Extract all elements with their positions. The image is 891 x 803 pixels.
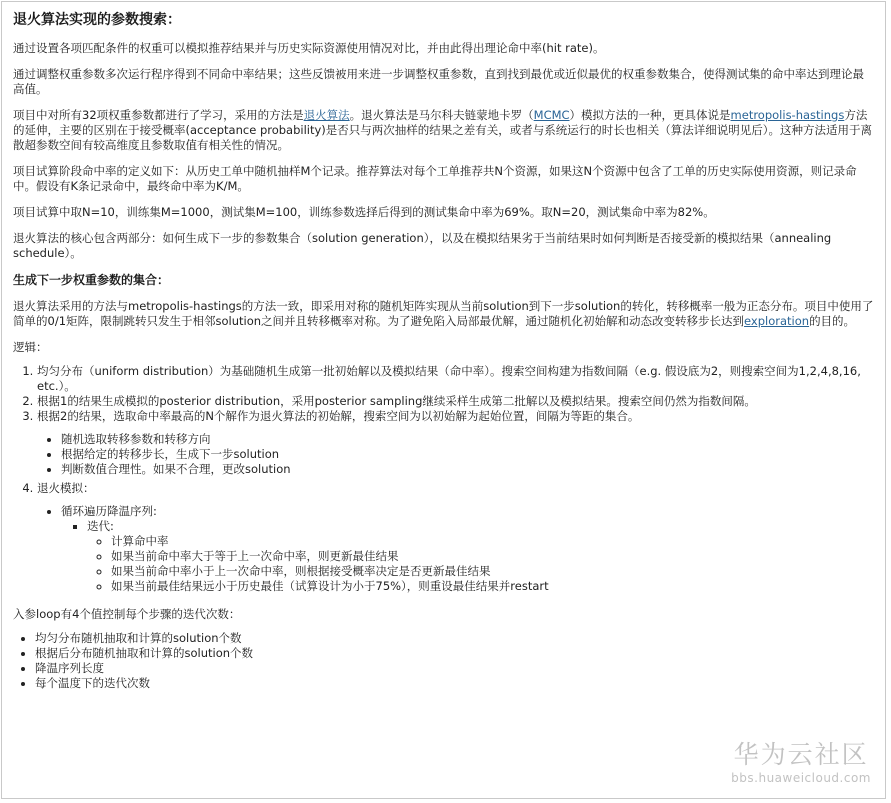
watermark-title: 华为云社区 [733, 740, 869, 769]
list-item: • 随机选取转移参数和转移方向 [61, 432, 875, 447]
method-text-4: 方法的延伸，主要的区别在于接受概率(acceptance probability)是否只与两次抽样的结果之差有关，或者与系统运行的时长也相关（算法详细说明见后）。这种方法适用于离散超参数空间有较高维度且参数取值有相关性的情况。 [13, 108, 873, 152]
params-intro: 入参loop有4个值控制每个步骤的迭代次数： [13, 607, 241, 621]
method-text-2: 。退火算法是马尔科夫链蒙地卡罗（ [349, 108, 534, 122]
loop-text: 循环遍历降温序列: [61, 504, 157, 518]
link-exploration[interactable]: exploration [744, 314, 810, 328]
list-item [37, 409, 875, 477]
paragraph-solution-generation [13, 299, 875, 329]
link-metropolis-hastings[interactable]: metropolis-hastings [730, 108, 845, 122]
paragraph-core-parts: 退火算法的核心包含两部分：如何生成下一步的参数集合（solution generation），以及在模拟结果劣于当前结果时如何判断是否接受新的模拟结果（annealing schedule）。 [13, 231, 832, 260]
step3-sublist [37, 432, 875, 477]
iteration-steps [87, 534, 875, 594]
list-item: ◦ 如果当前命中率小于上一次命中率，则根据接受概率决定是否更新最佳结果 [111, 564, 875, 579]
method-text-3: ）模拟方法的一种，更具体说是 [569, 108, 731, 122]
logic-steps [13, 364, 875, 594]
list-item: • 均匀分布随机抽取和计算的solution个数 [35, 631, 875, 646]
article-title: 退火算法实现的参数搜索： [13, 12, 181, 28]
list-item: • 根据给定的转移步长，生成下一步solution [61, 447, 875, 462]
list-item [87, 519, 875, 594]
article-body [13, 6, 875, 691]
list-item: 1. 均匀分布（uniform distribution）为基础随机生成第一批初始解以及模拟结果（命中率）。搜索空间构建为指数间隔（e.g. 假设底为2，则搜索空间为1,2,4,8,16, etc.）。 [37, 364, 875, 394]
paragraph-weight-tuning: 通过调整权重参数多次运行程序得到不同命中率结果；这些反馈被用来进一步调整权重参数，直到找到最优或近似最优的权重参数集合，使得测试集的命中率达到理论最高值。 [13, 67, 864, 96]
logic-label: 逻辑： [13, 340, 48, 354]
params-list [13, 631, 875, 691]
list-item: • 根据后分布随机抽取和计算的solution个数 [35, 646, 875, 661]
paragraph-results: 项目试算中取N=10，训练集M=1000，测试集M=100，训练参数选择后得到的测试集命中率为69%。取N=20，测试集命中率为82%。 [13, 205, 715, 219]
list-item: ◦ 计算命中率 [111, 534, 875, 549]
section-title: 生成下一步权重参数的集合： [13, 273, 170, 287]
method-text-1: 项目中对所有32项权重参数都进行了学习，采用的方法是 [13, 108, 304, 122]
list-item: ◦ 如果当前最佳结果远小于历史最佳（试算设计为小于75%），则重设最佳结果并restart [111, 579, 875, 594]
list-item [61, 504, 875, 594]
link-annealing[interactable]: 退火算法 [303, 108, 350, 122]
huaweicloud-watermark [731, 740, 871, 786]
paragraph-hit-rate: 通过设置各项匹配条件的权重可以模拟推荐结果并与历史实际资源使用情况对比，并由此得出理论命中率(hit rate)。 [13, 41, 605, 55]
paragraph-hit-rate-definition: 项目试算阶段命中率的定义如下：从历史工单中随机抽样M个记录。推荐算法对每个工单推荐共N个资源，如果这N个资源中包含了工单的历史实际使用资源，则记录命中。假设有K条记录命中，最终命中率为K/M。 [13, 164, 857, 193]
watermark-url: bbs.huaweicloud.com [731, 771, 871, 785]
iter-text: 迭代: [87, 519, 114, 533]
list-item: • 降温序列长度 [35, 661, 875, 676]
step-text: 退火模拟： [37, 481, 95, 495]
solution-text-2: 的目的。 [809, 314, 856, 328]
list-item: • 判断数值合理性。如果不合理，更改solution [61, 462, 875, 477]
list-item: • 每个温度下的迭代次数 [35, 676, 875, 691]
link-mcmc[interactable]: MCMC [533, 108, 570, 122]
solution-text-1: 退火算法采用的方法与metropolis-hastings的方法一致，即采用对称的随机矩阵实现从当前solution到下一步solution的转化，转移概率一般为正态分布。项目中使用了简单的0/1矩阵，限制跳转只发生于相邻solution之间并且转移概率对称。为了避免陷入局部最优解，通过随机化初始解和动态改变转移步长达到 [13, 299, 874, 328]
list-item: ◦ 如果当前命中率大于等于上一次命中率，则更新最佳结果 [111, 549, 875, 564]
step-text: 根据2的结果，选取命中率最高的N个解作为退火算法的初始解，搜索空间为以初始解为起始位置，间隔为等距的集合。 [37, 409, 640, 423]
list-item [37, 481, 875, 594]
paragraph-method [13, 108, 875, 153]
step4-sublist [37, 504, 875, 594]
list-item: 2. 根据1的结果生成模拟的posterior distribution，采用posterior sampling继续采样生成第二批解以及模拟结果。搜索空间仍然为指数间隔。 [37, 394, 875, 409]
iteration-list [61, 519, 875, 594]
